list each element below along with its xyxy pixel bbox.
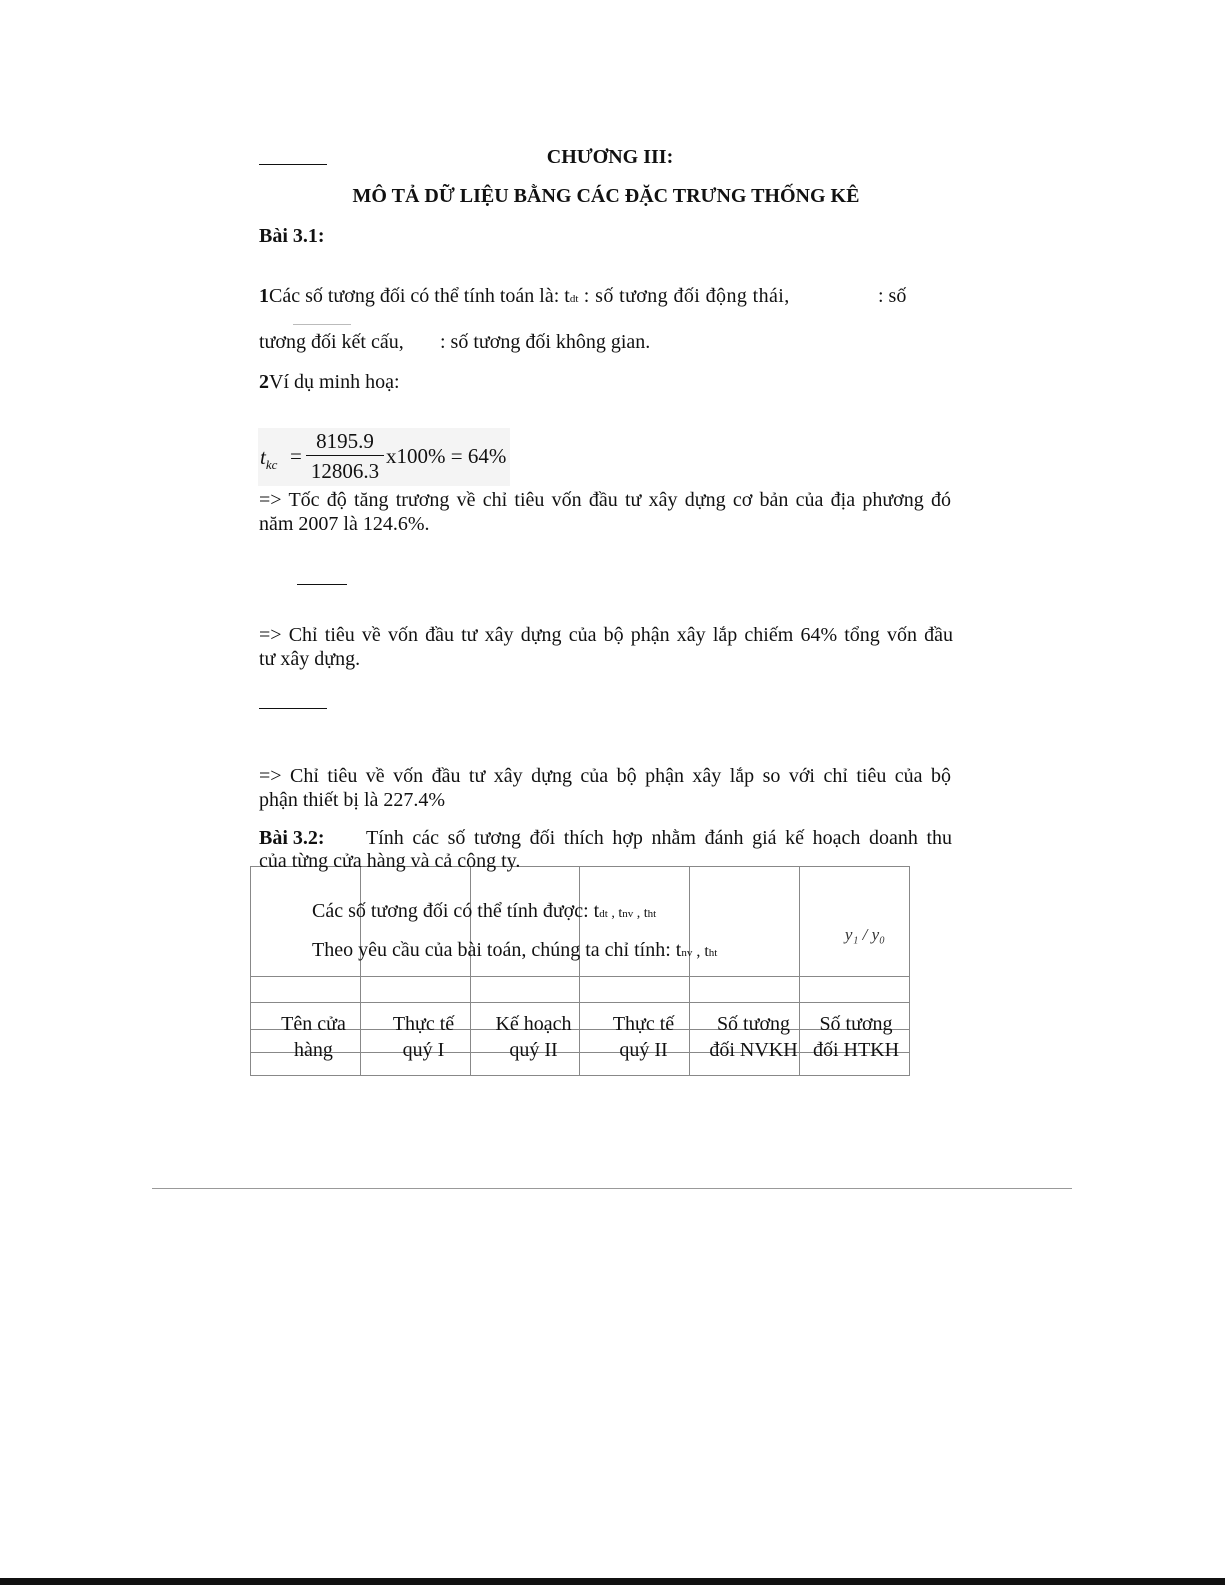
formula-tkc — [258, 428, 510, 486]
formula-var: t — [260, 445, 266, 469]
section-label-3-1: Bài 3.1: — [259, 225, 325, 247]
item1-text-a: Các số tương đối có thể tính toán là: t — [269, 285, 570, 307]
table-cell — [690, 977, 800, 1003]
formula-tail: x100% = 64% — [386, 444, 507, 468]
item1-line2-b: : số tương đối không gian. — [440, 331, 651, 353]
item1-line1 — [259, 284, 911, 311]
item2-number: 2 — [259, 371, 269, 393]
header-plan-q2: Kế hoạch quý II — [495, 1013, 572, 1061]
item2-line — [259, 370, 400, 394]
table-cell — [360, 977, 470, 1003]
table-cell — [251, 977, 361, 1003]
item2-text: Ví dụ minh hoạ: — [269, 371, 400, 393]
req-sep: , t — [692, 943, 709, 960]
ratio-label: y₁ / y₀ — [844, 925, 886, 944]
calc-sub-ht: ht — [647, 908, 657, 920]
para1-line2: năm 2007 là 124.6%. — [259, 513, 430, 535]
para1-line1: => Tốc độ tăng trương về chỉ tiêu vốn đầu tư xây dựng cơ bản của địa phương đó — [259, 489, 951, 511]
table-cell — [470, 977, 580, 1003]
formula-numerator: 8195.9 — [306, 430, 384, 456]
chapter-title: MÔ TẢ DỮ LIỆU BẰNG CÁC ĐẶC TRƯNG THỐNG KÊ — [352, 185, 860, 207]
heading-left-rule — [259, 164, 327, 165]
item1-text-b: : số tương đối động thái, — [578, 285, 790, 307]
header-actual-q1: Thực tế quý I — [392, 1013, 455, 1061]
req-text-a: Theo yêu cầu của bài toán, chúng ta chỉ tính: t — [312, 939, 682, 961]
section2-intro-line1: Tính các số tương đối thích hợp nhằm đánh giá kế hoạch doanh thu — [366, 827, 952, 849]
table-cell — [800, 977, 910, 1003]
req-line — [312, 938, 717, 965]
calc-sep1: , t — [607, 906, 623, 921]
table-header-row — [250, 1012, 910, 1068]
calc-sep2: , t — [633, 906, 648, 921]
rule-3 — [259, 708, 327, 709]
item1-text-c: : số — [878, 285, 907, 307]
calc-line — [312, 899, 656, 926]
formula-eq: = — [290, 444, 302, 468]
item1-line2-a: tương đối kết cấu, — [259, 331, 404, 353]
formula-var-sub: kc — [265, 457, 278, 473]
page-footer-divider — [152, 1188, 1072, 1189]
item1-number: 1 — [259, 285, 269, 307]
header-actual-q2: Thực tế quý II — [612, 1013, 675, 1061]
section2-intro-line2: của từng cửa hàng và cả công ty. — [259, 850, 521, 872]
rule-2 — [297, 584, 347, 585]
para3-line2: phận thiết bị là 227.4% — [259, 789, 446, 811]
para3-line1: => Chỉ tiêu về vốn đầu tư xây dựng của bộ phận xây lắp so với chỉ tiêu của bộ — [259, 765, 951, 787]
page-bottom-bar — [0, 1578, 1225, 1585]
header-relative-nvkh: Số tương đối NVKH — [709, 1013, 798, 1061]
table-cell — [800, 867, 910, 977]
header-relative-htkh: Số tương đối HTKH — [812, 1013, 900, 1061]
para2-line1: => Chỉ tiêu về vốn đầu tư xây dựng của bộ phận xây lắp chiếm 64% tổng vốn đầu — [259, 624, 953, 646]
req-sub-nv: nv — [681, 947, 693, 959]
calc-sub-nv: nv — [622, 908, 634, 920]
calc-text-a: Các số tương đối có thể tính được: t — [312, 900, 600, 922]
calc-sub-dt: dt — [599, 908, 608, 920]
formula-denominator: 12806.3 — [310, 459, 380, 483]
header-store-name: Tên cửa hàng — [281, 1013, 346, 1061]
chapter-heading: CHƯƠNG III: — [546, 146, 674, 168]
req-sub-ht: ht — [708, 947, 718, 959]
item1-faint-rule — [293, 324, 351, 325]
item1-line2 — [259, 330, 404, 354]
section-label-3-2: Bài 3.2: — [259, 827, 325, 849]
para2-line2: tư xây dựng. — [259, 648, 361, 670]
table-cell — [580, 977, 690, 1003]
item1-sub-dt: dt — [569, 293, 579, 305]
